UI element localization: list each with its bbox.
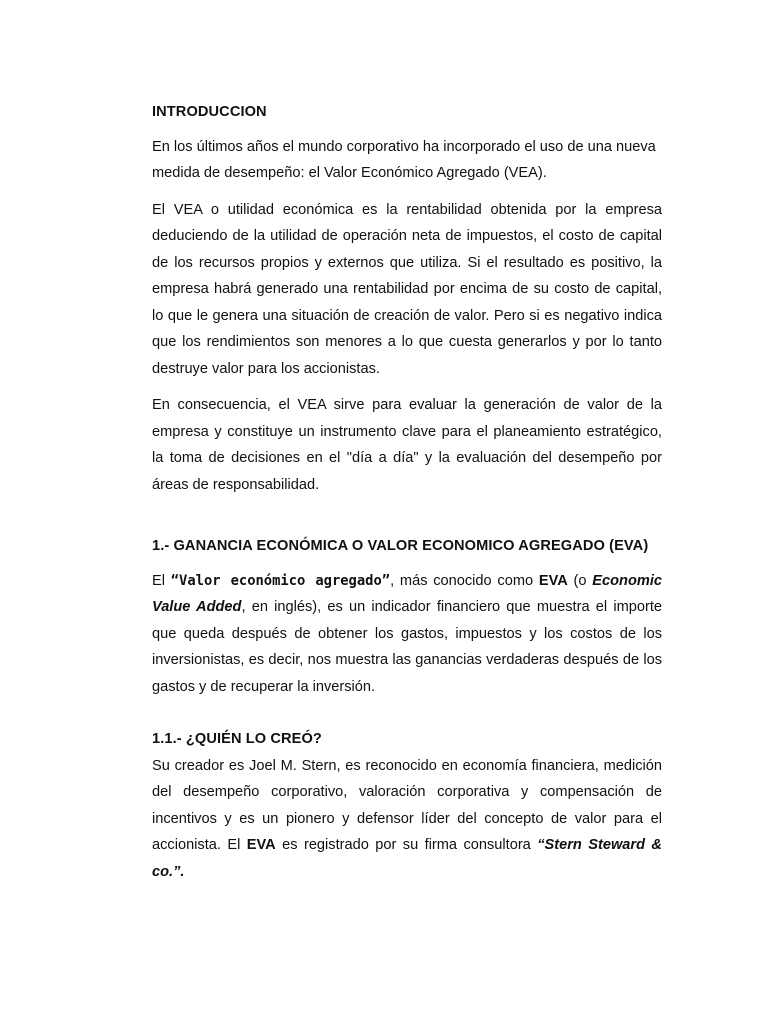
eva-abbreviation-2: EVA: [246, 837, 276, 853]
section-1-text-c: (o: [567, 572, 593, 589]
eva-abbreviation: EVA: [538, 572, 568, 589]
intro-paragraph-1: En los últimos años el mundo corporativo ha incorporado el uso de una nueva medida de desempeño: el Valor Económico Agregado (VEA).: [152, 138, 656, 181]
section-1-paragraph: [152, 568, 662, 701]
section-1-text-a: El: [152, 572, 171, 589]
section-1-1-text-b: es registrado por su firma consultora: [275, 837, 538, 853]
consulting-firm-name: “Stern Steward & co.”.: [152, 837, 662, 880]
section-1-1-heading: 1.1.- ¿QUIÉN LO CREÓ?: [152, 731, 322, 747]
intro-heading: INTRODUCCION: [152, 104, 267, 120]
intro-paragraph-2: El VEA o utilidad económica es la rentabilidad obtenida por la empresa deduciendo de la utilidad de operación neta de impuestos, el costo de capital de los recursos propios y externos que utiliza. Si el resultado es positivo, la empresa habrá generado una rentabilidad por encima de su costo de capital, lo que le genera una situación de creación de valor. Pero si es negativo indica que los rendimientos son menores a lo que cuesta generarlos y por lo tanto destruye valor para los accionistas.: [152, 201, 662, 377]
section-1-text-d: , en inglés), es un indicador financiero que muestra el importe que queda después de obtener los gastos, impuestos y los costos de los inversionistas, es decir, nos muestra las ganancias verdaderas después de los gastos y de recuperar la inversión.: [152, 599, 662, 695]
section-1-heading: 1.- GANANCIA ECONÓMICA O VALOR ECONOMICO AGREGADO (EVA): [152, 538, 649, 554]
section-1-1-text-a: Su creador es Joel M. Stern, es reconocido en economía financiera, medición del desempeño corporativo, valoración corporativa y compensación de incentivos y es un pionero y defensor líder del concepto de valor para el accionista. El: [152, 757, 662, 853]
eva-english-term: Economic Value Added: [152, 572, 663, 615]
eva-term-quote: “Valor económico agregado”: [170, 572, 391, 589]
intro-paragraph-3: En consecuencia, el VEA sirve para evaluar la generación de valor de la empresa y constituye un instrumento clave para el planeamiento estratégico, la toma de decisiones en el "día a día" y la evaluación del desempeño por áreas de responsabilidad.: [152, 397, 662, 493]
document-page: [152, 99, 662, 895]
section-1-1-paragraph: [152, 753, 662, 886]
section-1-text-b: , más conocido como: [390, 572, 539, 589]
